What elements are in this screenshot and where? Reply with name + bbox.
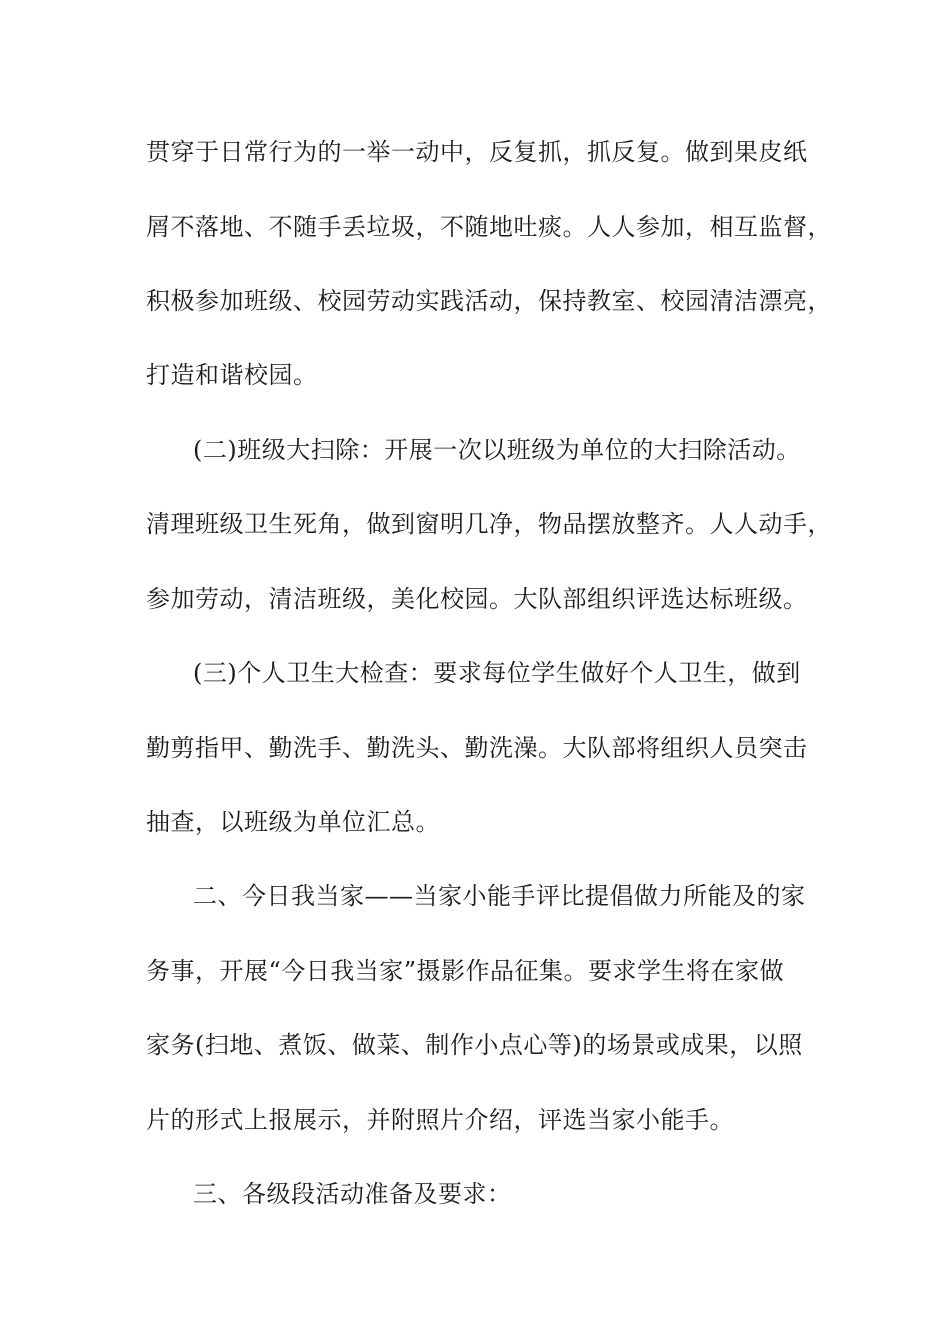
- text-line: 贯穿于日常行为的一举一动中，反复抓，抓反复。做到果皮纸: [146, 138, 808, 166]
- text-line: 勤剪指甲、勤洗手、勤洗头、勤洗澡。大队部将组织人员突击: [146, 734, 808, 762]
- text-line: 清理班级卫生死角，做到窗明几净，物品摆放整齐。人人动手，: [146, 510, 832, 538]
- text-line: 片的形式上报展示，并附照片介绍，评选当家小能手。: [146, 1106, 734, 1134]
- text-line: (三)个人卫生大检查：要求每位学生做好个人卫生，做到: [193, 659, 801, 687]
- text-line: 打造和谐校园。: [146, 361, 318, 389]
- text-line: 抽查，以班级为单位汇总。: [146, 808, 440, 836]
- text-line: 屑不落地、不随手丢垃圾，不随地吐痰。人人参加，相互监督，: [146, 213, 832, 241]
- text-line: 务事，开展“今日我当家”摄影作品征集。要求学生将在家做: [146, 957, 785, 985]
- text-line: 参加劳动，清洁班级，美化校园。大队部组织评选达标班级。: [146, 585, 808, 613]
- text-line: 三、各级段活动准备及要求：: [193, 1180, 512, 1208]
- text-line: (二)班级大扫除：开展一次以班级为单位的大扫除活动。: [193, 436, 801, 464]
- text-line: 家务(扫地、煮饭、做菜、制作小点心等)的场景或成果，以照: [146, 1031, 803, 1059]
- text-line: 积极参加班级、校园劳动实践活动，保持教室、校园清洁漂亮，: [146, 287, 832, 315]
- text-line: 二、今日我当家——当家小能手评比提倡做力所能及的家: [193, 882, 806, 910]
